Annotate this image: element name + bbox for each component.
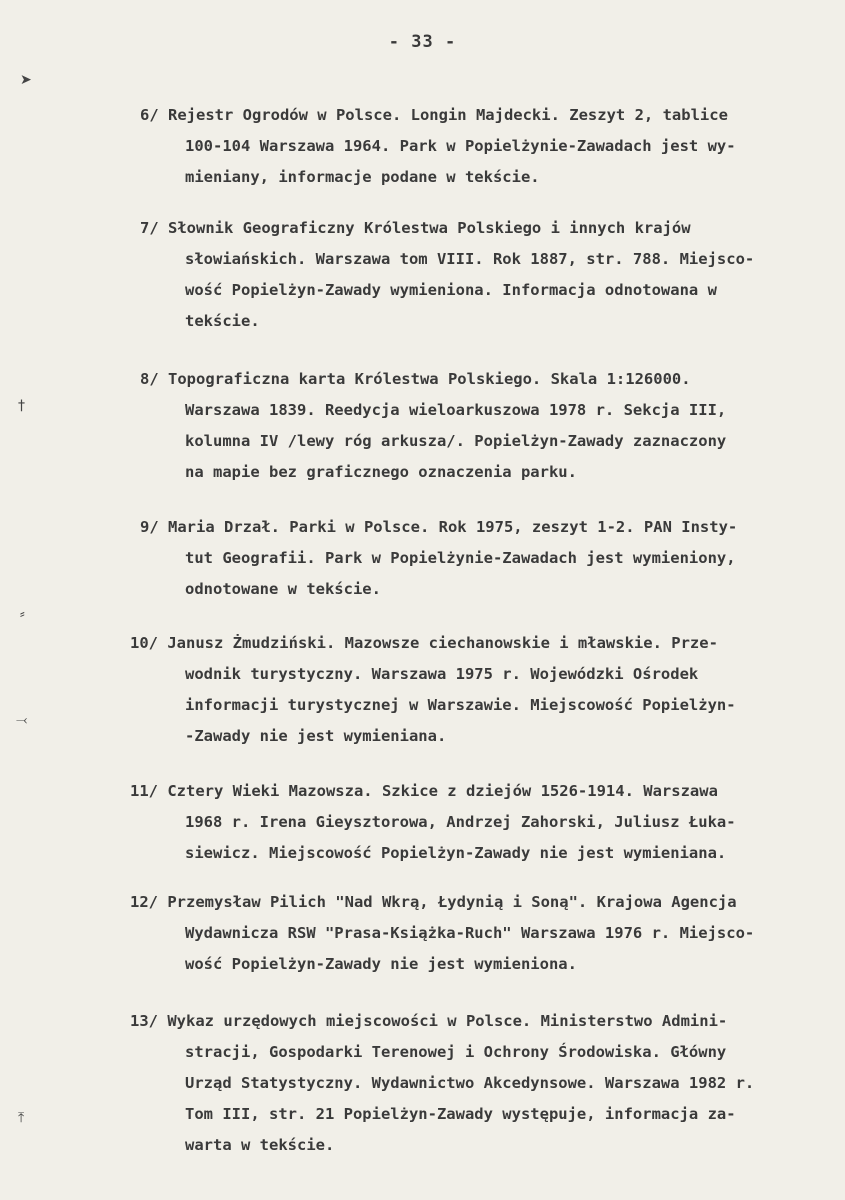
entry-line: stracji, Gospodarki Terenowej i Ochrony Środowiska. Główny xyxy=(185,1043,727,1061)
entry-line: 12/ Przemysław Pilich "Nad Wkrą, Łydynią i Soną". Krajowa Agencja xyxy=(130,893,737,911)
margin-mark: ➤ xyxy=(20,72,32,88)
entry-line: wość Popielżyn-Zawady wymieniona. Informacja odnotowana w xyxy=(185,281,717,299)
entry-line: Warszawa 1839. Reedycja wieloarkuszowa 1978 r. Sekcja III, xyxy=(185,401,727,419)
entry-line: 10/ Janusz Żmudziński. Mazowsze ciechanowskie i mławskie. Prze- xyxy=(130,634,718,652)
entry-line: 7/ Słownik Geograficzny Królestwa Polskiego i innych krajów xyxy=(140,219,691,237)
bibliography-entry-10 xyxy=(130,628,830,752)
entry-line: Urząd Statystyczny. Wydawnictwo Akcedynsowe. Warszawa 1982 r. xyxy=(185,1074,755,1092)
page-number: - 33 - xyxy=(388,32,457,52)
entry-line: 13/ Wykaz urzędowych miejscowości w Polsce. Ministerstwo Admini- xyxy=(130,1012,728,1030)
entry-line: 9/ Maria Drzał. Parki w Polsce. Rok 1975, zeszyt 1-2. PAN Insty- xyxy=(140,518,738,536)
entry-line: tekście. xyxy=(185,312,260,330)
margin-mark: † xyxy=(18,398,25,414)
entry-line: siewicz. Miejscowość Popielżyn-Zawady nie jest wymieniana. xyxy=(185,844,727,862)
entry-line: wodnik turystyczny. Warszawa 1975 r. Wojewódzki Ośrodek xyxy=(185,665,699,683)
bibliography-entry-6 xyxy=(140,100,840,193)
entry-line: 6/ Rejestr Ogrodów w Polsce. Longin Majdecki. Zeszyt 2, tablice xyxy=(140,106,728,124)
entry-line: kolumna IV /lewy róg arkusza/. Popielżyn-Zawady zaznaczony xyxy=(185,432,727,450)
entry-line: mieniany, informacje podane w tekście. xyxy=(185,168,540,186)
entry-line: 1968 r. Irena Gieysztorowa, Andrzej Zahorski, Juliusz Łuka- xyxy=(185,813,736,831)
margin-mark: ⤙ xyxy=(16,712,28,728)
entry-line: na mapie bez graficznego oznaczenia parku. xyxy=(185,463,577,481)
entry-line: wość Popielżyn-Zawady nie jest wymieniona. xyxy=(185,955,577,973)
entry-line: tut Geografii. Park w Popielżynie-Zawadach jest wymieniony, xyxy=(185,549,736,567)
bibliography-entry-11 xyxy=(130,776,830,869)
entry-line: informacji turystycznej w Warszawie. Miejscowość Popielżyn- xyxy=(185,696,736,714)
entry-line: -Zawady nie jest wymieniana. xyxy=(185,727,447,745)
bibliography-entry-12 xyxy=(130,887,830,980)
entry-line: 11/ Cztery Wieki Mazowsza. Szkice z dziejów 1526-1914. Warszawa xyxy=(130,782,718,800)
entry-line: 8/ Topograficzna karta Królestwa Polskiego. Skala 1:126000. xyxy=(140,370,691,388)
bibliography-entry-8 xyxy=(140,364,840,488)
margin-mark: ⸗ xyxy=(20,606,25,622)
bibliography-entry-13 xyxy=(130,1006,830,1161)
entry-line: odnotowane w tekście. xyxy=(185,580,381,598)
entry-line: warta w tekście. xyxy=(185,1136,335,1154)
entry-line: słowiańskich. Warszawa tom VIII. Rok 1887, str. 788. Miejsco- xyxy=(185,250,755,268)
bibliography-entry-9 xyxy=(140,512,840,605)
bibliography-entry-7 xyxy=(140,213,840,337)
margin-mark: ⤒ xyxy=(18,1110,25,1126)
entry-line: 100-104 Warszawa 1964. Park w Popielżynie-Zawadach jest wy- xyxy=(185,137,736,155)
entry-line: Tom III, str. 21 Popielżyn-Zawady występuje, informacja za- xyxy=(185,1105,736,1123)
entry-line: Wydawnicza RSW "Prasa-Książka-Ruch" Warszawa 1976 r. Miejsco- xyxy=(185,924,755,942)
